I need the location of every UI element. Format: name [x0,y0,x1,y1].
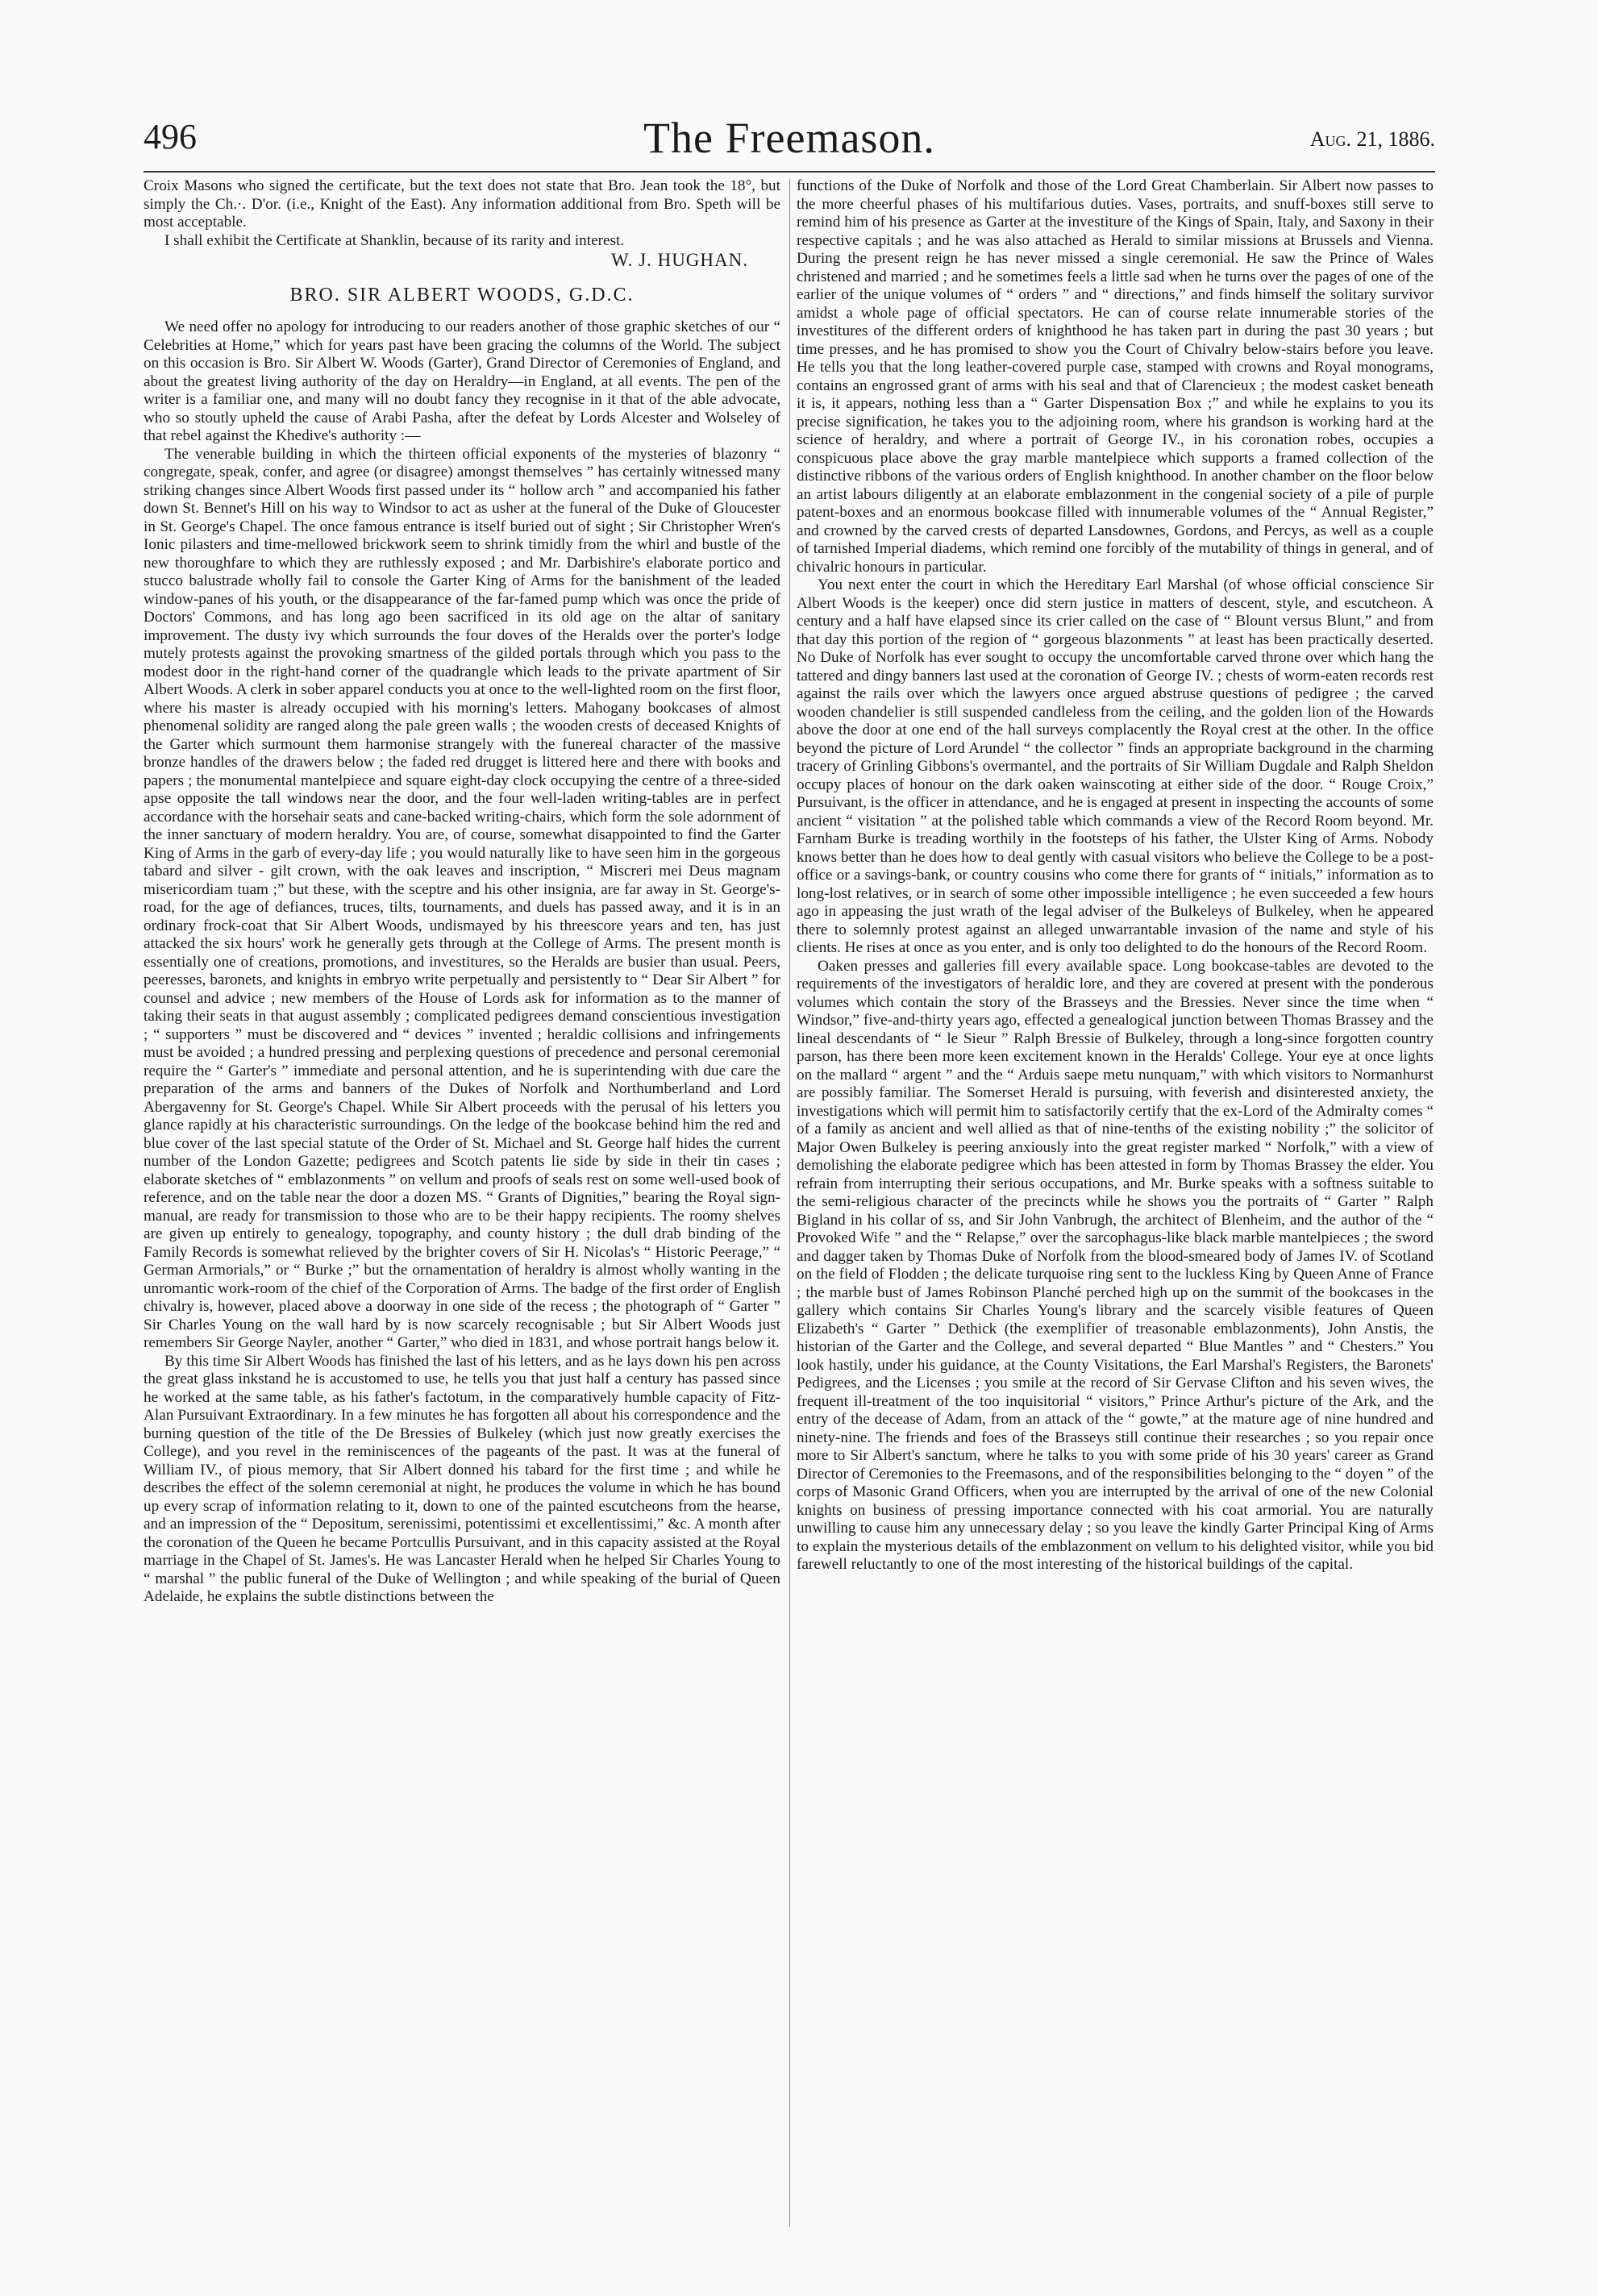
page-number: 496 [144,117,197,156]
masthead-rule [144,171,1435,173]
letter-signature: W. J. HUGHAN. [611,250,748,270]
right-column [797,177,1434,2257]
article-paragraph: You next enter the court in which the Hereditary Earl Marshal (of whose official conscience Sir Albert Woods is the keeper) once did stern justice in matters of descent, style, and escutcheon. A century and a half have elapsed since its crier called on the case of “ Blount versus Blunt,” and from that day this portion of the region of “ gorgeous blazonments ” at least has been practically deserted. No Duke of Norfolk has ever sought to occupy the uncomfortable carved throne over which hang the tattered and dingy banners last used at the coronation of George IV. ; chests of worm-eaten records rest against the rails over which the lawyers once argued abstruse questions of pedigree ; the carved wooden chandelier is still suspended candleless from the ceiling, and the golden lion of the Howards above the door at one end of the hall surveys complacently the Royal crest at the other. In the office beyond the picture of Lord Arundel “ the collector ” finds an appropriate background in the charming tracery of Grinling Gibbons's overmantel, and the portraits of Sir William Dugdale and Ralph Sheldon occupy places of honour on the dark oaken wainscoting at either side of the door. “ Rouge Croix,” Pursuivant, is the officer in attendance, and he is engaged at present in inspecting the accounts of some ancient “ visitation ” at the polished table which commands a view of the Record Room beyond. Mr. Farnham Burke is treading worthily in the footsteps of his father, the Ulster King of Arms. Nobody knows better than he does how to deal gently with casual visitors who believe the College to be a post-office or a savings-bank, or country cousins who come there for grants of “ initials,” information as to long-lost relatives, or in search of some other impossible intelligence ; he even succeeded a few hours ago in appeasing the just wrath of the legal adviser of the Bulkeleys of Bulkeley, when he appeared there to solemnly protest against an alleged unwarrantable invasion of the name and style of his clients. He rises at once as you enter, and is only too delighted to do the honours of the Record Room. [797,576,1434,956]
article-paragraph: By this time Sir Albert Woods has finished the last of his letters, and as he lays down his pen across the great glass inkstand he is accustomed to use, he tells you that just half a century has passed since he worked at the same table, as his father's factotum, in the comparatively humble capacity of Fitz-Alan Pursuivant Extraordinary. In a few minutes he has forgotten all about his correspondence and the burning question of the title of the De Bressies of Bulkeley (which just now greatly exercises the College), and you revel in the reminiscences of the pageants of the past. It was at the funeral of William IV., of pious memory, that Sir Albert donned his tabard for the first time ; and while he describes the effect of the solemn ceremonial at night, he produces the volume in which he has bound up every scrap of information relating to it, down to one of the painted escutcheons from the hearse, and an impression of the “ Depositum, serenissimi, potentissimi et excellentissimi,” &c. A month after the coronation of the Queen he became Portcullis Pursuivant, and in this capacity assisted at the Royal marriage in the Chapel of St. James's. He was Lancaster Herald when he helped Sir Charles Young to “ marshal ” the public funeral of the Duke of Wellington ; and while speaking of the burial of Queen Adelaide, he explains the subtle distinctions between the [144,1352,780,1605]
masthead [144,113,1435,169]
journal-title: The Freemason. [643,114,935,162]
article-paragraph: The venerable building in which the thirteen official exponents of the mysteries of blazonry “ congregate, speak, confer, and agree (or disagree) amongst themselves ” has certainly witnessed many striking changes since Albert Woods first passed under its “ hollow arch ” and accompanied his father down St. Bennet's Hill on his way to Windsor to act as usher at the funeral of the Duke of Gloucester in St. George's Chapel. The once famous entrance is itself buried out of sight ; Sir Christopher Wren's Ionic pilasters and time-mellowed brickwork seem to shrink timidly from the whirl and bustle of the new thoroughfare to which they are ruthlessly exposed ; and Mr. Darbishire's elaborate portico and stucco balustrade wholly fail to console the Garter King of Arms for the banishment of the leaded window-panes of his youth, or the disappearance of the far-famed pump which was once the pride of Doctors' Commons, and has long ago been sacrificed in its old age on the altar of sanitary improvement. The dusty ivy which surrounds the four doves of the Heralds over the porter's lodge mutely protests against the provoking smartness of the gilded portals through which you pass to the modest door in the right-hand corner of the quadrangle which leads to the private apartment of Sir Albert Woods. A clerk in sober apparel conducts you at once to the well-lighted room on the first floor, where his master is already occupied with his morning's letters. Mahogany bookcases of almost phenomenal solidity are ranged along the pale green walls ; the wooden crests of deceased Knights of the Garter which surmount them harmonise strangely with the funereal character of the massive bronze handles of the drawers below ; the faded red drugget is littered here and there with books and papers ; the monumental mantelpiece and square eight-day clock occupying the centre of a three-sided apse opposite the tall windows near the door, and the four well-laden writing-tables are in perfect accordance with the horsehair seats and cane-backed writing-chairs, which form the sole adornment of the inner sanctuary of modern heraldry. You are, of course, somewhat disappointed to find the Garter King of Arms in the garb of every-day life ; you would naturally like to have seen him in the gorgeous tabard and silver - gilt crown, with the oak leaves and inscription, “ Miscreri mei Deus magnam misericordiam tuam ;” but these, with the sceptre and his other insignia, are far away in St. George's-road, for the age of defiances, truces, tilts, tournaments, and duels has passed away, and it is in an ordinary frock-coat that Sir Albert Woods, undismayed by his threescore years and ten, has just attacked the six hours' work he generally gets through at the College of Arms. The present month is essentially one of creations, promotions, and investitures, so the Heralds are busier than usual. Peers, peeresses, baronets, and knights in embryo write perpetually and persistently to “ Dear Sir Albert ” for counsel and advice ; new members of the House of Lords ask for information as to the manner of taking their seats in that august assembly ; complicated pedigrees demand conscientious investigation ; “ supporters ” must be discovered and “ devices ” invented ; heraldic collisions and infringements must be avoided ; a hundred pressing and perplexing questions of precedence and personal ceremonial require the “ Garter's ” immediate and personal attention, and he is superintending with due care the preparation of the arms and banners of the Dukes of Norfolk and Northumberland and Lord Abergavenny for St. George's Chapel. While Sir Albert proceeds with the perusal of his letters you glance rapidly at his characteristic surroundings. On the ledge of the bookcase behind him the red and blue cover of the last special statute of the Order of St. Michael and St. George half hides the current number of the London Gazette; pedigrees and Scotch patents lie side by side in their tin cases ; elaborate sketches of “ emblazonments ” on vellum and proofs of seals rest on some well-used book of reference, and on the table near the door a dozen MS. “ Grants of Dignities,” bearing the Royal sign-manual, are ready for transmission to those who are to be their happy recipients. The roomy shelves are given up entirely to genealogy, topography, and county history ; the dull drab binding of the Family Records is somewhat relieved by the brighter covers of Sir H. Nicolas's “ Historic Peerage,” “ German Armorials,” or “ Burke ;” but the ornamentation of heraldry is almost wholly wanting in the unromantic work-room of the chief of the Corporation of Arms. The badge of the first order of English chivalry is, however, placed above a doorway in one side of the recess ; the photograph of “ Garter ” Sir Charles Young on the wall hard by is now scarcely recognisable ; but Sir Albert Woods just remembers Sir George Nayler, another “ Garter,” who died in 1831, and whose portrait hangs below it. [144,445,780,1351]
issue-date: Aug. 21, 1886. [1309,127,1435,151]
article-paragraph: We need offer no apology for introducing to our readers another of those graphic sketches of our “ Celebrities at Home,” which for years past have been gracing the columns of the World. The subject on this occasion is Bro. Sir Albert W. Woods (Garter), Grand Director of Ceremonies of England, and about the greatest living authority of the day on Heraldry—in England, at all events. The pen of the writer is a familiar one, and many will no doubt fancy they recognise in it that of the able advocate, who so stoutly upheld the cause of Arabi Pasha, after the defeat by Lords Alcester and Wolseley of that rebel against the Khedive's authority :— [144,318,780,444]
article-paragraph: functions of the Duke of Norfolk and those of the Lord Great Chamberlain. Sir Albert now passes to the more cheerful phases of his multifarious duties. Vases, portraits, and snuff-boxes still serve to remind him of his presence as Garter at the investiture of the Kings of Spain, Italy, and Saxony in their respective capitals ; and he was also attached as Herald to similar missions at Brussels and Vienna. During the present reign he has never missed a single ceremonial. He saw the Prince of Wales christened and married ; and he sometimes feels a little sad when he turns over the pages of one of the earlier of the unique volumes of “ orders ” and “ directions,” and finds himself the solitary survivor amidst a whole page of official spectators. He can of course relate innumerable stories of the investitures of the different orders of knighthood he has taken part in during the past 30 years ; but time presses, and he has promised to show you the Court of Chivalry below-stairs before you leave. He tells you that the long leather-covered purple case, stamped with crowns and Royal monograms, contains an engrossed grant of arms with his seal and that of Clarencieux ; the modest casket beneath it is, it appears, nothing less than a “ Garter Dispensation Box ;” and while he explains to you its precise signification, he takes you to the adjoining room, where his grandson is working hard at the science of heraldry, and where a portrait of George IV., in his coronation robes, occupies a conspicuous place above the gray marble mantelpiece which supports a framed collection of the distinctive ribbons of the various orders of English knighthood. In another chamber on the floor below an artist labours diligently at an elaborate emblazonment in the congenial society of a pile of purple patent-boxes and an enormous bookcase filled with innumerable volumes of the “ Annual Register,” and crowned by the carved crests of departed Lansdownes, Gordons, and Percys, as well as a couple of tarnished Imperial diadems, which remind one forcibly of the mutability of things in general, and of chivalric honours in particular. [797,177,1434,576]
article-headline: BRO. SIR ALBERT WOODS, G.D.C. [289,284,635,306]
article-paragraph: Oaken presses and galleries fill every available space. Long bookcase-tables are devoted to the requirements of the investigators of heraldic lore, and they are covered at present with the ponderous volumes which contain the story of the Brasseys and the Bressies. Never since the time when “ Windsor,” five-and-thirty years ago, effected a genealogical junction between Thomas Brassey and the lineal descendants of “ le Sieur ” Ralph Bressie of Bulkeley, through a long-since forgotten country parson, has there been more keen excitement known in the Heralds' College. Your eye at once lights on the mallard “ argent ” and the “ Arduis saepe metu nunquam,” with which visitors to Normanhurst are possibly familiar. The Somerset Herald is pursuing, with feverish and disinterested anxiety, the investigations which will permit him to satisfactorily certify that the ex-Lord of the Admiralty comes “ of a family as ancient and well allied as that of nine-tenths of the existing nobility ;” the solicitor of Major Owen Bulkeley is peering anxiously into the great register marked “ Norfolk,” with a view of demolishing the elaborate pedigree which has been attested in form by Thomas Brassey the elder. You refrain from interrupting their serious occupations, and Mr. Burke speaks with a softness suitable to the semi-religious character of the precincts while he shows you the portraits of “ Garter ” Ralph Bigland in his collar of ss, and Sir John Vanbrugh, the architect of Blenheim, and the author of the “ Provoked Wife ” and the “ Relapse,” over the sarcophagus-like black marble mantelpieces ; the sword and dagger taken by Thomas Duke of Norfolk from the blood-smeared body of James IV. of Scotland on the field of Flodden ; the delicate turquoise ring sent to the luckless King by Queen Anne of France ; the marble bust of James Robinson Planché perched high up on the summit of the bookcases in the gallery which contains Sir Charles Young's library and the scarcely visible features of Queen Elizabeth's “ Garter ” Dethick (the exemplifier of treasonable emblazonments), John Anstis, the historian of the Garter and the College, and several departed “ Blue Mantles ” and “ Chesters.” You look hastily, under his guidance, at the County Visitations, the Earl Marshal's Registers, the Baronets' Pedigrees, and the Licenses ; you smile at the record of Sir Gervase Clifton and his seven wives, the frequent ill-treatment of the too inquisitorial “ visitors,” Prince Arthur's picture of the Ark, and the entry of the decease of Adam, from an attack of the “ gowte,” at the mature age of nine hundred and ninety-nine. The friends and foes of the Brasseys still continue their researches ; so you repair once more to Sir Albert's sanctum, where he talks to you with some pride of his 30 years' career as Grand Director of Ceremonies to the Freemasons, and of the responsibilities belonging to the “ doyen ” of the corps of Masonic Grand Officers, when you are interrupted by the arrival of one of the new Colonial knights on business of pressing importance connected with his coat armorial. You are naturally unwilling to cause him any unnecessary delay ; so you leave the kindly Garter Principal King of Arms to explain the mysterious details of the emblazonment on vellum to his delighted visitor, while you bid farewell reluctantly to one of the most interesting of the historical buildings of the capital. [797,957,1434,1573]
letter-closing: I shall exhibit the Certificate at Shanklin, because of its rarity and interest. [164,231,625,249]
column-divider [789,179,790,2227]
left-column [144,177,780,2257]
letter-continuation: Croix Masons who signed the certificate, but the text does not state that Bro. Jean took the 18°, but simply the Ch.·. D'or. (i.e., Knight of the East). Any information additional from Bro. Speth will be most acceptable. [144,177,780,231]
